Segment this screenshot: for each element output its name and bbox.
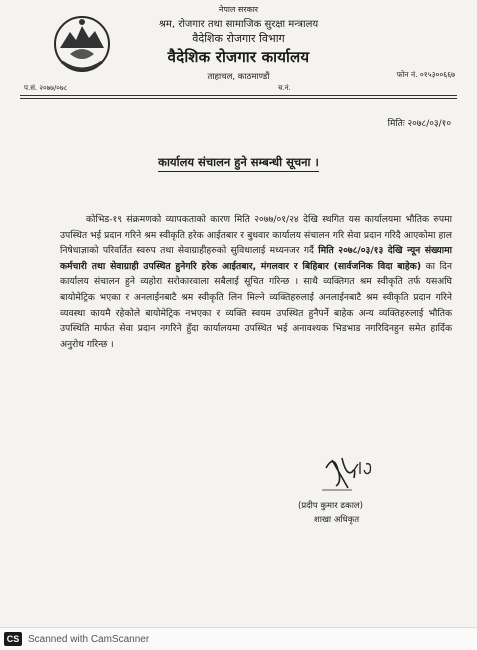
signer-post: शाखा अधिकृत [314, 515, 360, 525]
notice-body [60, 212, 452, 352]
ministry-line: श्रम, रोजगार तथा सामाजिक सुरक्षा मन्त्रालय [158, 19, 319, 30]
scanner-footer [0, 627, 477, 650]
department-line: वैदेशिक रोजगार विभाग [192, 32, 285, 45]
phone-number: फोन नं. ०१५३००६६७ [396, 70, 455, 79]
office-address: ताहाचल, काठमाण्डौं [207, 72, 270, 82]
camscanner-logo: CS [4, 632, 22, 646]
office-title: वैदेशिक रोजगार कार्यालय [167, 48, 310, 66]
body-part-1: कोभिड-१९ संक्रमणको व्यापकताको कारण मिति २०७७/०१/२४ देखि स्थगित यस कार्यालयमा भौतिक रुपमा उपस्थित भई प्रदान गरिने श्रम स्वीकृति हरेक आईतबार र बुधवार कार्यालय संचालन गरि सेवा प्रदान गरिदै आएकोमा हाल निषेधाज्ञाको परिवर्तित स्वरुप तथा सेवाग्राहीहरुको सुविधालाई मध्यनजर गर्दै [60, 214, 452, 257]
signer-name: (प्रदीप कुमार ढकाल) [298, 501, 363, 511]
header-divider [20, 95, 457, 96]
signature-mark-icon [318, 448, 388, 494]
subject-line [0, 155, 477, 170]
body-part-2: का दिन कार्यालय संचालन हुने व्यहोरा सरोकारवाला सबैलाई सूचित गरिन्छ । साथै व्यक्तिगत श्रम स्वीकृति तर्फ यसअघि बायोमेट्रिक भएका र अनलाईनबाटै श्रम स्वीकृति लिन मिल्ने व्यक्तिहरुलाई अनलाईनबाटै श्रम स्वीकृति प्रदान गरिने व्यवस्था कायमै रहेकोले बायोमेट्रिक नभएका र व्यक्ति स्वयम उपस्थित हुनैपर्ने बाहेक अन्य व्यक्तिहरुलाई भौतिक उपस्थिति मार्फत सेवा प्रदान नगरिने हुँदा कार्यालयमा उपस्थित भई अनावश्यक भिडभाड नगरिदिनहुन समेत हार्दिक अनुरोध गरिन्छ । [60, 260, 452, 350]
body-bold-highlight: मिति २०७८/०३/१३ देखि न्यून संख्यामा कर्मचारी तथा सेवाग्राही उपस्थित हुनेगरि हरेक आईतबार, मंगलवार र बिहिबार (सार्वजनिक विदा बाहेक) [60, 245, 453, 272]
dispatch-number: च.नं. [278, 84, 291, 92]
header-divider-thin [20, 98, 457, 99]
gov-line: नेपाल सरकार [218, 5, 259, 14]
letter-date: मितिः २०७८/०३/१० [387, 119, 451, 129]
reference-number: प.सं. २०७७/०७८ [24, 84, 68, 92]
notice-paragraph [60, 212, 452, 352]
subject-text: कार्यालय संचालन हुने सम्बन्धी सूचना । [158, 155, 319, 172]
scanner-watermark: Scanned with CamScanner [28, 633, 150, 645]
